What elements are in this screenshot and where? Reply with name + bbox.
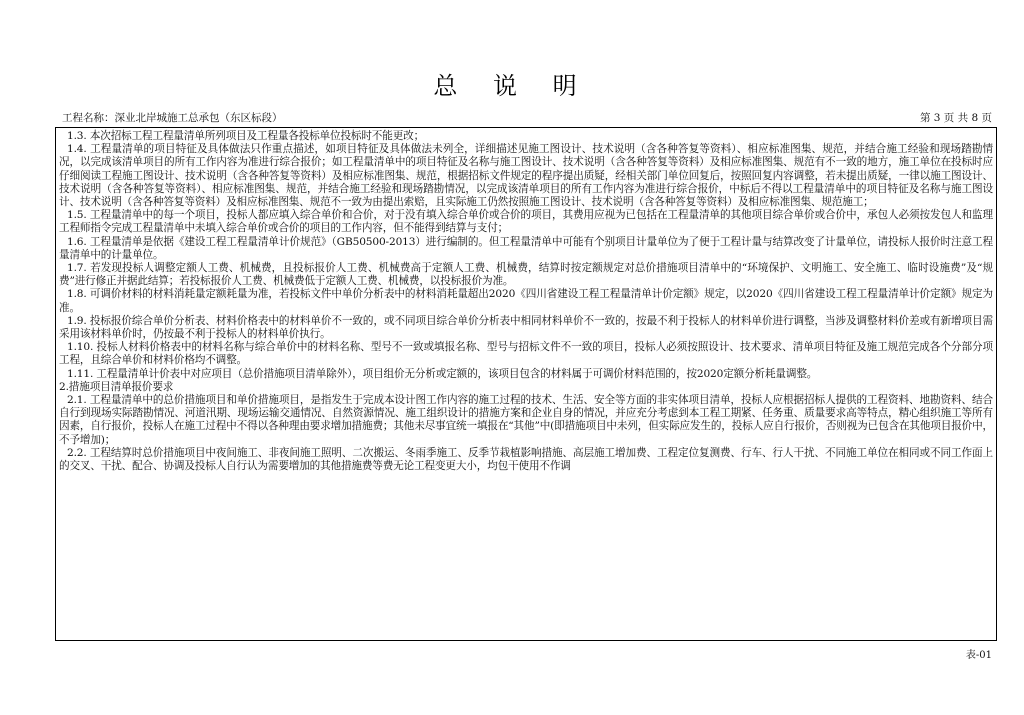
paragraph: 1.7. 若发现投标人调整定额人工费、机械费，且投标报价人工费、机械费高于定额人工费、机械费，结算时按定额规定对总价措施项目清单中的“环境保护、文明施工、安全施工、临时设施费”及“规费”进行修正并据此结算；若投标报价人工费、机械费低于定额人工费、机械费，以投标报价为准。 (59, 262, 993, 288)
paragraph: 2.措施项目清单报价要求 (59, 380, 174, 393)
page-info: 第 3 页 共 8 页 (919, 112, 992, 124)
document-meta (62, 112, 992, 124)
page-title: 总 说 明 (433, 72, 591, 100)
paragraph: 1.11. 工程量清单计价表中对应项目（总价措施项目清单除外），项目组价无分析或定额的，该项目包含的材料属于可调价材料范围的，按2020定额分析耗量调整。 (67, 367, 818, 380)
paragraph: 1.9. 投标报价综合单价分析表、材料价格表中的材料单价不一致的，或不同项目综合单价分析表中相同材料单价不一致的，按最不利于投标人的材料单价进行调整，当涉及调整材料价差或有新增项目需采用该材料单价时，仍按最不利于投标人的材料单价执行。 (59, 314, 993, 341)
paragraph: 1.6. 工程量清单是依据《建设工程工程量清单计价规范》（GB50500-2013）进行编制的。但工程量清单中可能有个别项目计量单位为了便于工程计量与结算改变了计量单位，请投标人报价时注意工程量清单中的计量单位。 (59, 235, 993, 261)
paragraph: 1.4. 工程量清单的项目特征及具体做法只作重点描述，如项目特征及具体做法未列全，详细描述见施工图设计、技术说明（含各种答复等资料）、相应标准图集、规范，并结合施工经验和现场踏勘情况，以完成该清单项目的所有工作内容为准进行综合报价；如工程量清单中的项目特征及名称与施工图设计、技术说明（含各种答复等资料）及相应标准图集、规范有不一致的地方，施工单位在投标时应仔细阅读工程施工图设计、技术说明（含各种答复等资料）及相应标准图集、规范，根据招标文件规定的程序提出质疑，经相关部门单位回复后，按照回复内容调整，若未提出质疑，一律以施工图设计、技术说明（含各种答复等资料）、相应标准图集、规范，并结合施工经验和现场踏勘情况，以完成该清单项目的所有工作内容为准进行综合报价，中标后不得以工程量清单中的项目特征及名称与施工图设计、技术说明（含各种答复等资料）及相应标准图集、规范不一致为由提出索赔，且实际施工仍然按照施工图设计、技术说明（含各种答复等资料）及相应标准图集、规范施工； (59, 143, 993, 209)
paragraph: 1.10. 投标人材料价格表中的材料名称与综合单价中的材料名称、型号不一致或填报名称、型号与招标文件不一致的项目，投标人必须按照设计、技术要求、清单项目特征及施工规范完成各个分部分项工程，且综合单价和材料价格均不调整。 (59, 341, 993, 367)
project-name: 工程名称：深业北岸城施工总承包（东区标段） (62, 112, 283, 124)
paragraph: 1.8. 可调价材料的材料消耗量定额耗量为准，若投标文件中单价分析表中的材料消耗量超出2020《四川省建设工程工程量清单计价定额》规定，以2020《四川省建设工程工程量清单计价定额》规定为准。 (59, 288, 993, 314)
paragraph: 2.2. 工程结算时总价措施项目中夜间施工、非夜间施工照明、二次搬运、冬雨季施工、反季节栽植影响措施、高层施工增加费、工程定位复测费、行车、行人干扰、不同施工单位在相同或不同工作面上的交叉、干扰、配合、协调及投标人自行认为需要增加的其他措施费等费无论工程变更大小，均包干使用不作调 (59, 446, 993, 473)
instructions-body (59, 130, 993, 473)
content-frame (55, 127, 997, 641)
paragraph: 1.3. 本次招标工程工程量清单所列项目及工程量各投标单位投标时不能更改； (67, 130, 425, 142)
paragraph: 2.1. 工程量清单中的总价措施项目和单价措施项目，是指发生于完成本设计图工作内容的施工过程的技术、生活、安全等方面的非实体项目清单，投标人应根据招标人提供的工程资料、地勘资料、结合自行到现场实际踏勘情况、河道汛期、现场运输交通情况、自然资源情况、施工组织设计的措施方案和企业自身的情况，并应充分考虑到本工程工期紧、任务重、质量要求高等特点，精心组织施工等所有因素，自行报价，投标人在施工过程中不得以各种理由要求增加措施费；其他未尽事宜统一填报在“其他”中(即措施项目中未列，但实际应发生的，投标人应自行报价，否则视为已包含在其他项目报价中，不予增加)； (59, 394, 993, 446)
table-number: 表-01 (965, 650, 992, 661)
paragraph: 1.5. 工程量清单中的每一个项目，投标人都应填入综合单价和合价，对于没有填入综合单价或合价的项目，其费用应视为已包括在工程量清单的其他项目综合单价或合价中，承包人必须按发包人和监理工程师指令完成工程量清单中未填入综合单价或合价的项目的工作内容，但不能得到结算与支付； (59, 209, 993, 235)
